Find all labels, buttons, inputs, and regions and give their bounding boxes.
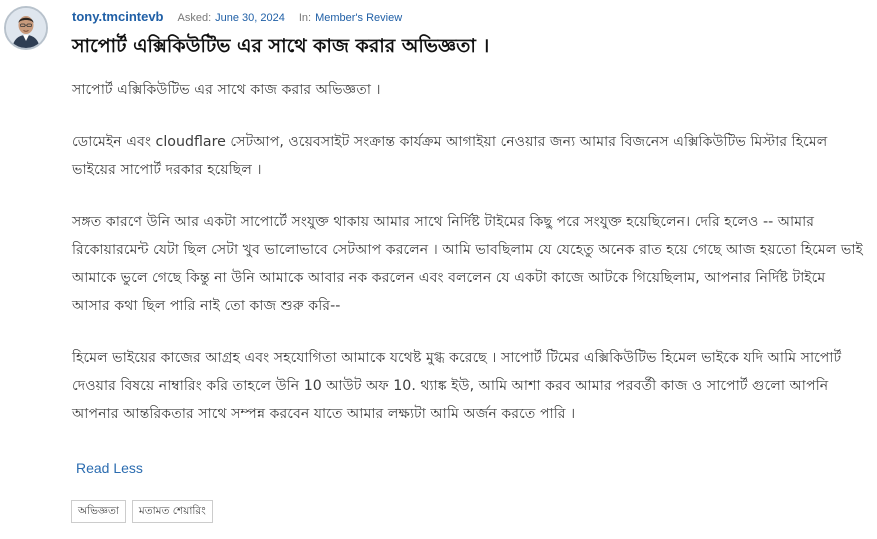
- author-username-link[interactable]: tony.tmcintevb: [72, 9, 164, 24]
- user-avatar-image: [6, 8, 46, 48]
- tag-item[interactable]: অভিজ্ঞতা: [71, 500, 126, 523]
- question-title[interactable]: সাপোর্ট এক্সিকিউটিভ এর সাথে কাজ করার অভিজ্ঞতা ।: [72, 35, 490, 57]
- body-paragraph: সঙ্গত কারণে উনি আর একটা সাপোর্টে সংযুক্ত থাকায় আমার সাথে নির্দিষ্ট টাইমের কিছু পরে সংযুক্ত হয়েছিলেন। দেরি হলেও -- আমার রিকোয়ারমেন্ট যেটা ছিল সেটা খুব ভালোভাবে সেটআপ করলেন । আমি ভাবছিলাম যে যেহেতু অনেক রাত হয়ে গেছে আজ হয়তো হিমেল ভাই আমাকে ভুলে গেছে কিন্তু না উনি আমাকে আবার নক করলেন এবং বললেন যে একটা কাজে আটকে গিয়েছিলাম, আপনার নির্দিষ্ট টাইমে আসার কথা ছিল পারি নাই তো কাজ শুরু করি--: [72, 214, 863, 314]
- post-body: [72, 76, 864, 452]
- in-label: In:: [298, 12, 312, 24]
- asked-date-link[interactable]: June 30, 2024: [215, 12, 285, 24]
- body-paragraph: ডোমেইন এবং cloudflare সেটআপ, ওয়েবসাইট সংক্রান্ত কার্যক্রম আগাইয়া নেওয়ার জন্য আমার বিজনেস এক্সিকিউটিভ মিস্টার হিমেল ভাইয়ের সাপোর্ট দরকার হয়েছিল ।: [72, 134, 828, 178]
- read-less-link[interactable]: Read Less: [76, 460, 143, 476]
- post-meta: [72, 9, 402, 24]
- body-paragraph: সাপোর্ট এক্সিকিউটিভ এর সাথে কাজ করার অভিজ্ঞতা ।: [72, 82, 381, 98]
- asked-label: Asked:: [177, 12, 212, 24]
- tag-list: [71, 500, 213, 523]
- category-link[interactable]: Member's Review: [315, 12, 403, 24]
- avatar[interactable]: [4, 6, 48, 50]
- body-paragraph: হিমেল ভাইয়ের কাজের আগ্রহ এবং সহযোগিতা আমাকে যথেষ্ট মুগ্ধ করেছে । সাপোর্ট টিমের এক্সিকিউটিভ হিমেল ভাইকে যদি আমি সাপোর্ট দেওয়ার বিষয়ে নাম্বারিং করি তাহলে উনি 10 আউট অফ 10. থ্যাঙ্ক ইউ, আমি আশা করব আমার পরবর্তী কাজ ও সাপোর্ট গুলো আপনি আপনার আন্তরিকতার সাথে সম্পন্ন করবেন যাতে আমার লক্ষ্যটা আমি অর্জন করতে পারি ।: [72, 350, 842, 422]
- tag-item[interactable]: মতামত শেয়ারিং: [132, 500, 213, 523]
